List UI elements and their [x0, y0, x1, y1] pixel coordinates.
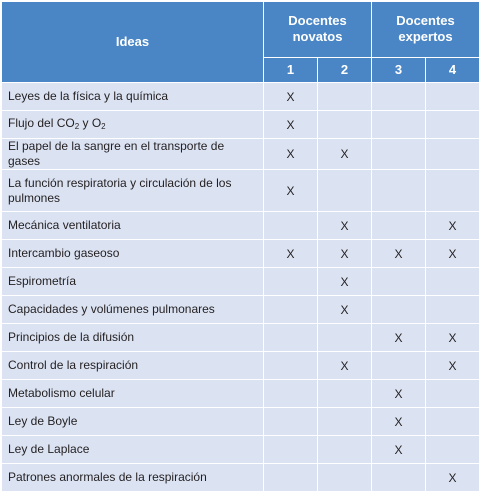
- table-row: [2, 352, 480, 380]
- mark-cell: [426, 111, 480, 139]
- col-header-4: 4: [426, 57, 480, 82]
- mark-cell: [318, 324, 372, 352]
- mark-cell: [264, 408, 318, 436]
- mark-cell: X: [318, 240, 372, 268]
- mark-cell: [264, 352, 318, 380]
- expert-teachers-label: Docentes expertos: [396, 13, 455, 45]
- idea-cell: [2, 111, 264, 139]
- mark-cell: X: [372, 436, 426, 464]
- mark-cell: X: [426, 352, 480, 380]
- mark-cell: X: [318, 212, 372, 240]
- mark-cell: X: [264, 240, 318, 268]
- idea-cell: Control de la respiración: [2, 352, 264, 380]
- table-row: [2, 464, 480, 492]
- col-header-2: 2: [318, 57, 372, 82]
- novice-teachers-label: Docentes novatos: [288, 13, 347, 45]
- table-row: [2, 408, 480, 436]
- col-header-3: 3: [372, 57, 426, 82]
- mark-cell: [264, 436, 318, 464]
- mark-cell: [372, 352, 426, 380]
- mark-cell: [372, 268, 426, 296]
- mark-cell: [372, 111, 426, 139]
- mark-cell: [264, 464, 318, 492]
- idea-cell: Patrones anormales de la respiración: [2, 464, 264, 492]
- idea-cell: Espirometría: [2, 268, 264, 296]
- ideas-header: Ideas: [2, 2, 264, 83]
- mark-cell: X: [264, 111, 318, 139]
- mark-cell: [372, 83, 426, 111]
- mark-cell: [372, 464, 426, 492]
- mark-cell: [372, 296, 426, 324]
- mark-cell: X: [372, 240, 426, 268]
- table-row: [2, 170, 480, 212]
- mark-cell: [318, 111, 372, 139]
- mark-cell: X: [426, 240, 480, 268]
- table-row: [2, 240, 480, 268]
- mark-cell: X: [318, 352, 372, 380]
- mark-cell: [318, 170, 372, 212]
- mark-cell: [426, 380, 480, 408]
- idea-cell: El papel de la sangre en el transporte de gases: [2, 139, 264, 170]
- subscript: 2: [74, 121, 80, 131]
- mark-cell: [318, 83, 372, 111]
- mark-cell: [426, 436, 480, 464]
- idea-cell: La función respiratoria y circulación de los pulmones: [2, 170, 264, 212]
- novice-teachers-header: [264, 2, 372, 58]
- mark-cell: X: [372, 324, 426, 352]
- idea-text: Flujo del CO: [8, 115, 75, 130]
- mark-cell: [264, 212, 318, 240]
- idea-text: y O: [79, 115, 102, 130]
- mark-cell: X: [426, 212, 480, 240]
- idea-cell: Metabolismo celular: [2, 380, 264, 408]
- mark-cell: [264, 324, 318, 352]
- mark-cell: [264, 380, 318, 408]
- table-row: [2, 324, 480, 352]
- mark-cell: [318, 380, 372, 408]
- table-row: [2, 380, 480, 408]
- mark-cell: X: [426, 324, 480, 352]
- mark-cell: [318, 436, 372, 464]
- idea-cell: Ley de Laplace: [2, 436, 264, 464]
- mark-cell: X: [264, 170, 318, 212]
- idea-cell: Principios de la difusión: [2, 324, 264, 352]
- table-row: [2, 83, 480, 111]
- table-row: [2, 268, 480, 296]
- mark-cell: [264, 296, 318, 324]
- mark-cell: X: [264, 83, 318, 111]
- mark-cell: [426, 268, 480, 296]
- idea-cell: Capacidades y volúmenes pulmonares: [2, 296, 264, 324]
- mark-cell: [426, 296, 480, 324]
- col-header-1: 1: [264, 57, 318, 82]
- mark-cell: [426, 170, 480, 212]
- mark-cell: X: [318, 268, 372, 296]
- mark-cell: X: [318, 296, 372, 324]
- table-row: [2, 436, 480, 464]
- idea-cell: Ley de Boyle: [2, 408, 264, 436]
- mark-cell: [372, 212, 426, 240]
- mark-cell: X: [264, 139, 318, 170]
- idea-cell: Intercambio gaseoso: [2, 240, 264, 268]
- mark-cell: [372, 139, 426, 170]
- mark-cell: [318, 408, 372, 436]
- subscript: 2: [101, 121, 106, 131]
- mark-cell: [426, 83, 480, 111]
- table-row: [2, 111, 480, 139]
- mark-cell: [318, 464, 372, 492]
- mark-cell: X: [426, 464, 480, 492]
- idea-cell: Leyes de la física y la química: [2, 83, 264, 111]
- table-row: [2, 296, 480, 324]
- mark-cell: X: [372, 380, 426, 408]
- ideas-table: [1, 1, 480, 492]
- mark-cell: [426, 408, 480, 436]
- idea-cell: Mecánica ventilatoria: [2, 212, 264, 240]
- table-row: [2, 139, 480, 170]
- mark-cell: [264, 268, 318, 296]
- mark-cell: X: [372, 408, 426, 436]
- mark-cell: [372, 170, 426, 212]
- mark-cell: X: [318, 139, 372, 170]
- table-row: [2, 212, 480, 240]
- expert-teachers-header: [372, 2, 480, 58]
- mark-cell: [426, 139, 480, 170]
